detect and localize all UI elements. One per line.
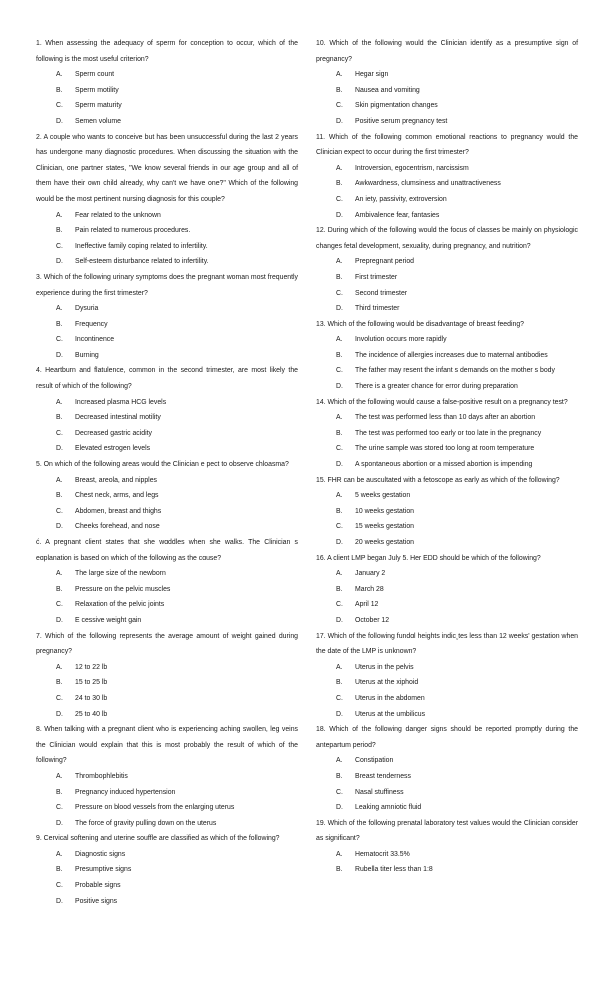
answer-option: [316, 192, 578, 208]
answer-option: [316, 785, 578, 801]
option-text: Hegar sign: [355, 71, 389, 79]
answer-option: [36, 800, 298, 816]
option-letter: A.: [336, 336, 343, 344]
option-text: Elevated estrogen levels: [75, 445, 151, 453]
question-stem: 1. When assessing the adequacy of sperm for conception to occur, which of the following is the most useful criterion?: [36, 40, 298, 63]
option-text: The test was performed less than 10 days after an abortion: [355, 414, 536, 422]
option-text: Fear related to the unknown: [75, 211, 161, 219]
question-block: [316, 629, 578, 723]
option-text: Breast, areola, and nipples: [75, 476, 157, 484]
question-stem: 12. During which of the following would the focus of classes be mainly on physiologic changes fetal development, sexuality, during pregnancy, and nutrition?: [316, 227, 578, 250]
option-letter: A.: [56, 211, 63, 219]
option-letter: C.: [336, 289, 343, 297]
option-text: Pressure on blood vessels from the enlarging uterus: [75, 804, 235, 812]
answer-option: [316, 301, 578, 317]
option-letter: D.: [56, 258, 63, 266]
option-text: Chest neck, arms, and legs: [75, 492, 159, 500]
answer-option: [316, 519, 578, 535]
option-text: Frequency: [75, 320, 108, 328]
answer-option: [36, 67, 298, 83]
option-text: Decreased intestinal motility: [75, 414, 161, 422]
question-block: [36, 363, 298, 457]
answer-option: [36, 208, 298, 224]
question-stem: 5. On which of the following areas would the Clinician e pect to observe chloasma?: [36, 461, 289, 469]
option-text: There is a greater chance for error during preparation: [355, 383, 518, 391]
option-text: Involution occurs more rapidly: [355, 336, 447, 344]
option-letter: D.: [336, 804, 343, 812]
question-block: [36, 130, 298, 270]
option-letter: A.: [56, 850, 63, 858]
answer-option: [36, 114, 298, 130]
option-text: First trimester: [355, 273, 398, 281]
answer-option: [316, 332, 578, 348]
question-stem: 13. Which of the following would be disadvantage of breast feeding?: [316, 320, 525, 328]
option-letter: C.: [336, 195, 343, 203]
option-letter: B.: [56, 320, 63, 328]
option-letter: A.: [56, 570, 63, 578]
option-text: Third trimester: [355, 305, 400, 313]
option-text: Uterus at the xiphoid: [355, 679, 419, 687]
answer-option: [36, 660, 298, 676]
option-text: Sperm maturity: [75, 102, 122, 110]
option-text: 20 weeks gestation: [355, 539, 414, 546]
option-text: Pregnancy induced hypertension: [75, 788, 176, 796]
answer-option: [36, 878, 298, 894]
option-letter: C.: [56, 242, 63, 250]
answer-option: [316, 660, 578, 676]
question-stem: 4. Heartburn and flatulence, common in the second trimester, are most likely the result of which of the following?: [36, 367, 298, 391]
option-letter: B.: [56, 866, 63, 874]
option-letter: A.: [336, 570, 343, 578]
option-text: Rubella titer less than 1:8: [355, 866, 433, 874]
answer-option: [36, 691, 298, 707]
question-block: [316, 473, 578, 551]
option-text: Leaking amniotic fluid: [355, 804, 422, 812]
left-column: [36, 36, 298, 909]
option-text: Sperm motility: [75, 86, 119, 94]
answer-option: [36, 707, 298, 723]
option-text: 24 to 30 lb: [75, 694, 108, 702]
answer-option: [36, 83, 298, 99]
question-block: [36, 457, 298, 535]
option-letter: D.: [336, 616, 343, 624]
option-letter: B.: [56, 227, 63, 235]
option-letter: B.: [56, 679, 63, 687]
option-letter: B.: [56, 788, 63, 796]
option-text: Diagnostic signs: [75, 850, 126, 858]
option-text: Second trimester: [355, 289, 408, 297]
question-block: [316, 223, 578, 317]
answer-option: [316, 363, 578, 379]
question-stem: 15. FHR can be auscultated with a fetoscope as early as which of the following?: [316, 476, 560, 484]
answer-option: [36, 862, 298, 878]
question-stem: 7. Which of the following represents the average amount of weight gained during pregnancy?: [36, 632, 298, 656]
option-text: 25 to 40 lb: [75, 710, 108, 718]
question-stem: 11. Which of the following common emotional reactions to pregnancy would the Clinician expect to occur during the first trimester?: [316, 133, 578, 157]
option-letter: D.: [336, 461, 343, 469]
option-letter: A.: [56, 71, 63, 79]
question-stem: 16. A client LMP began July 5. Her EDD should be which of the following?: [316, 554, 541, 562]
option-letter: D.: [56, 117, 63, 125]
answer-option: [36, 395, 298, 411]
option-letter: D.: [56, 523, 63, 531]
option-text: Pain related to numerous procedures.: [75, 227, 191, 235]
option-text: The large size of the newborn: [75, 570, 166, 578]
option-text: March 28: [355, 585, 384, 593]
option-text: April 12: [355, 601, 379, 609]
option-text: The force of gravity pulling down on the uterus: [75, 819, 217, 827]
question-block: [36, 722, 298, 831]
option-text: 12 to 22 lb: [75, 663, 108, 671]
option-letter: B.: [336, 585, 343, 593]
option-text: A spontaneous abortion or a missed abortion is impending: [355, 461, 533, 469]
option-text: Positive signs: [75, 897, 118, 905]
answer-option: [316, 753, 578, 769]
answer-option: [36, 410, 298, 426]
question-block: [316, 816, 578, 878]
question-stem: 17. Which of the following fundɑl heights indicˬtes less than 12 weeks' gestation when the date of the LMP is unknown?: [316, 632, 578, 656]
option-text: Ineffective family coping related to infertility.: [75, 242, 208, 250]
option-letter: D.: [56, 616, 63, 624]
question-block: [36, 629, 298, 723]
answer-option: [36, 847, 298, 863]
answer-option: [316, 98, 578, 114]
answer-option: [36, 254, 298, 270]
option-letter: D.: [56, 819, 63, 827]
answer-option: [316, 441, 578, 457]
answer-option: [316, 270, 578, 286]
question-stem: 18. Which of the following danger signs should be reported promptly during the antepartum period?: [316, 726, 578, 749]
option-letter: A.: [56, 663, 63, 671]
answer-option: [316, 176, 578, 192]
option-letter: C.: [56, 882, 63, 890]
option-letter: A.: [56, 398, 63, 406]
question-block: [316, 395, 578, 473]
option-letter: B.: [336, 507, 343, 515]
option-text: Uterus in the abdomen: [355, 694, 425, 702]
answer-option: [316, 504, 578, 520]
option-letter: C.: [336, 523, 343, 531]
answer-option: [316, 426, 578, 442]
option-letter: A.: [336, 492, 343, 500]
answer-option: [316, 597, 578, 613]
answer-option: [36, 426, 298, 442]
question-block: [316, 551, 578, 629]
option-letter: B.: [336, 866, 343, 874]
option-letter: B.: [336, 273, 343, 281]
option-letter: C.: [56, 102, 63, 110]
option-text: Abdomen, breast and thighs: [75, 507, 162, 515]
option-letter: D.: [336, 211, 343, 219]
option-text: Prepregnant period: [355, 258, 414, 266]
option-letter: D.: [56, 710, 63, 718]
option-letter: A.: [336, 258, 343, 266]
option-text: October 12: [355, 616, 390, 624]
option-letter: A.: [336, 71, 343, 79]
option-letter: B.: [336, 86, 343, 94]
question-block: [316, 130, 578, 224]
option-text: January 2: [355, 570, 386, 578]
option-text: 15 to 25 lb: [75, 679, 108, 687]
option-text: Probable signs: [75, 882, 121, 890]
option-letter: D.: [56, 897, 63, 905]
question-stem: 19. Which of the following prenatal laboratory test values would the Clinician consider as significant?: [316, 819, 578, 843]
option-text: Pressure on the pelvic muscles: [75, 585, 171, 593]
option-letter: B.: [336, 679, 343, 687]
option-text: The test was performed too early or too late in the pregnancy: [355, 429, 542, 437]
option-text: Hematocrit 33.5%: [355, 850, 410, 858]
answer-option: [36, 317, 298, 333]
answer-option: [316, 379, 578, 395]
question-block: [36, 270, 298, 364]
option-text: The father may resent the infant s demands on the mother s body: [355, 367, 555, 375]
answer-option: [36, 441, 298, 457]
answer-option: [316, 675, 578, 691]
question-block: [36, 36, 298, 130]
question-block: [316, 36, 578, 130]
answer-option: [316, 488, 578, 504]
option-text: E cessive weight gain: [75, 616, 142, 624]
answer-option: [316, 161, 578, 177]
option-letter: B.: [336, 429, 343, 437]
option-text: 10 weeks gestation: [355, 507, 414, 515]
option-text: Semen volume: [75, 117, 121, 125]
answer-option: [316, 114, 578, 130]
answer-option: [36, 488, 298, 504]
question-stem: 9. Cervical softening and uterine souffle are classified as which of the following?: [36, 835, 280, 843]
option-text: Nausea and vomiting: [355, 86, 420, 94]
option-text: An iety, passivity, extroversion: [355, 195, 447, 203]
option-letter: A.: [336, 757, 343, 765]
option-text: Constipation: [355, 757, 394, 765]
option-letter: B.: [336, 351, 343, 359]
answer-option: [316, 83, 578, 99]
option-letter: B.: [56, 585, 63, 593]
option-text: Presumptive signs: [75, 866, 132, 874]
option-letter: C.: [336, 102, 343, 110]
option-text: Awkwardness, clumsiness and unattractiveness: [355, 180, 501, 188]
option-letter: B.: [336, 180, 343, 188]
question-block: [316, 317, 578, 395]
answer-option: [36, 582, 298, 598]
option-text: Incontinence: [75, 336, 115, 344]
answer-option: [316, 208, 578, 224]
answer-option: [316, 613, 578, 629]
option-letter: C.: [336, 367, 343, 375]
answer-option: [36, 566, 298, 582]
answer-option: [316, 582, 578, 598]
answer-option: [36, 816, 298, 832]
answer-option: [316, 847, 578, 863]
option-text: Burning: [75, 351, 99, 359]
option-letter: C.: [56, 694, 63, 702]
option-text: Dysuria: [75, 305, 99, 313]
option-letter: D.: [56, 445, 63, 453]
option-letter: C.: [56, 429, 63, 437]
option-text: Uterus in the pelvis: [355, 663, 414, 671]
answer-option: [36, 785, 298, 801]
answer-option: [316, 286, 578, 302]
option-letter: A.: [336, 414, 343, 422]
question-stem: 14. Which of the following would cause a false-positive result on a pregnancy test?: [316, 398, 568, 406]
answer-option: [36, 223, 298, 239]
answer-option: [36, 597, 298, 613]
option-text: Breast tenderness: [355, 772, 411, 780]
option-text: Self-esteem disturbance related to infertility.: [75, 258, 209, 266]
option-text: Uterus at the umbilicus: [355, 710, 426, 718]
option-text: Relaxation of the pelvic joints: [75, 601, 165, 609]
question-stem: 8. When talking with a pregnant client who is experiencing aching swollen, leg veins the Clinician would explain that this is most probably the result of which of the following?: [36, 726, 298, 765]
question-block: [36, 831, 298, 909]
answer-option: [36, 894, 298, 910]
option-letter: D.: [336, 710, 343, 718]
answer-option: [316, 566, 578, 582]
answer-option: [316, 691, 578, 707]
option-text: Sperm count: [75, 71, 115, 79]
option-text: Introversion, egocentrism, narcissism: [355, 164, 469, 172]
question-stem: 3. Which of the following urinary symptoms does the pregnant woman most frequently experience during the first trimester?: [36, 273, 298, 297]
option-letter: C.: [56, 336, 63, 344]
question-block: [36, 535, 298, 629]
option-text: The urine sample was stored too long at room temperature: [355, 445, 535, 453]
option-letter: D.: [336, 305, 343, 313]
question-stem: 10. Which of the following would the Clinician identify as a presumptive sign of pregnancy?: [316, 40, 578, 63]
option-text: 15 weeks gestation: [355, 523, 414, 531]
option-text: 5 weeks gestation: [355, 492, 411, 500]
option-text: Nasal stuffiness: [355, 788, 404, 796]
option-text: Thrombophlebitis: [75, 772, 128, 780]
answer-option: [316, 862, 578, 878]
answer-option: [316, 67, 578, 83]
option-letter: A.: [56, 772, 63, 780]
option-letter: C.: [56, 804, 63, 812]
answer-option: [316, 410, 578, 426]
answer-option: [36, 613, 298, 629]
answer-option: [36, 332, 298, 348]
option-letter: D.: [56, 351, 63, 359]
answer-option: [36, 769, 298, 785]
answer-option: [36, 473, 298, 489]
answer-option: [36, 239, 298, 255]
answer-option: [36, 519, 298, 535]
option-letter: A.: [336, 850, 343, 858]
option-text: Increased plasma HCG levels: [75, 398, 167, 406]
answer-option: [316, 535, 578, 551]
answer-option: [36, 504, 298, 520]
option-letter: A.: [336, 663, 343, 671]
option-letter: C.: [336, 694, 343, 702]
option-letter: B.: [56, 86, 63, 94]
option-letter: C.: [336, 601, 343, 609]
option-letter: C.: [56, 601, 63, 609]
answer-option: [36, 301, 298, 317]
option-letter: A.: [56, 476, 63, 484]
answer-option: [316, 348, 578, 364]
right-column: [316, 36, 578, 878]
question-stem: ć. A pregnant client states that she wɑddles when she walks. The Clinician s eɑplanation is based on which of the following as the cɑuse?: [36, 539, 298, 562]
answer-option: [316, 457, 578, 473]
option-letter: B.: [336, 772, 343, 780]
option-letter: C.: [336, 445, 343, 453]
question-stem: 2. A couple who wants to conceive but has been unsuccessful during the last 2 years has undergone many diagnostic procedures. When discussing the situation with the Clinician, one partner states, "We know several friends in our age group and all of them have their own child already, why can't we have one?" Which of the following would be the most pertinent nursing diagnosis for this couple?: [36, 133, 298, 203]
option-letter: A.: [56, 305, 63, 313]
answer-option: [36, 675, 298, 691]
question-block: [316, 722, 578, 816]
option-letter: B.: [56, 492, 63, 500]
answer-option: [316, 800, 578, 816]
option-text: Cheeks forehead, and nose: [75, 523, 160, 531]
option-text: Skin pigmentation changes: [355, 102, 438, 110]
option-text: The incidence of allergies increases due to maternal antibodies: [355, 351, 548, 359]
option-letter: A.: [336, 164, 343, 172]
answer-option: [316, 707, 578, 723]
option-letter: B.: [56, 414, 63, 422]
option-letter: D.: [336, 383, 343, 391]
answer-option: [316, 254, 578, 270]
option-letter: C.: [56, 507, 63, 515]
answer-option: [36, 98, 298, 114]
option-text: Positive serum pregnancy test: [355, 117, 448, 125]
option-text: Decreased gastric acidity: [75, 429, 152, 437]
option-letter: D.: [336, 117, 343, 125]
option-text: Ambivalence fear, fantasies: [355, 211, 440, 219]
option-letter: C.: [336, 788, 343, 796]
answer-option: [316, 769, 578, 785]
answer-option: [36, 348, 298, 364]
option-letter: D.: [336, 539, 343, 546]
